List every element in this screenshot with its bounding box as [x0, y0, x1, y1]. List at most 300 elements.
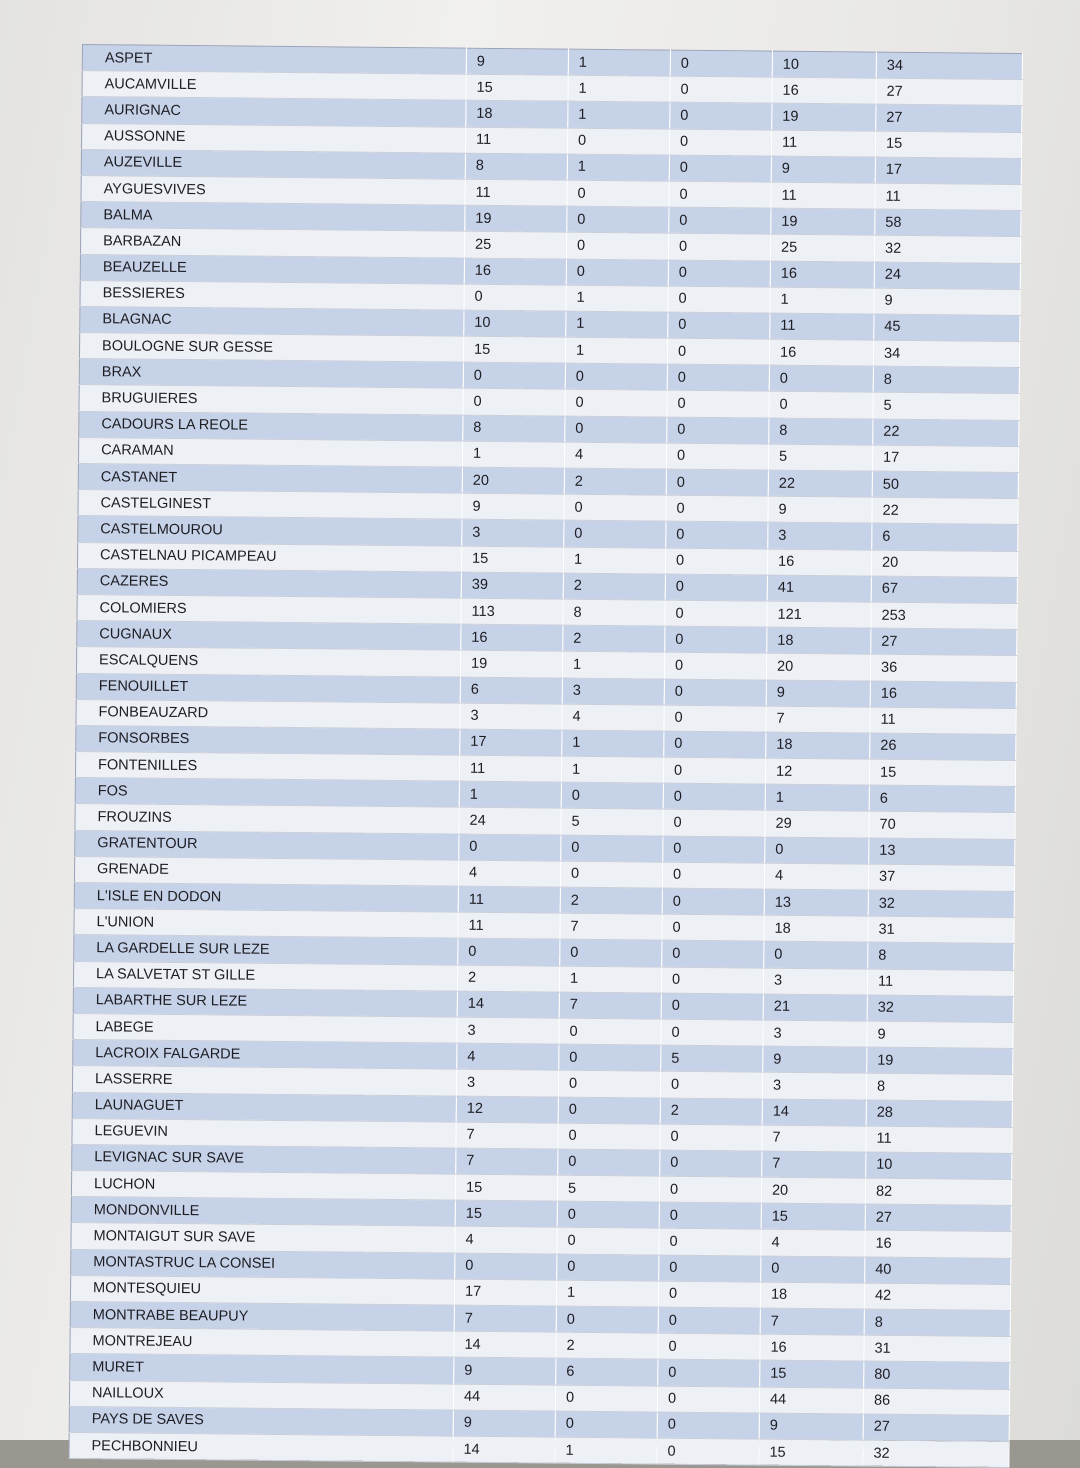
value-cell: 0	[659, 1176, 761, 1203]
value-cell: 17	[875, 157, 1021, 185]
value-cell: 0	[664, 731, 766, 758]
value-cell: 0	[662, 888, 764, 915]
value-cell: 8	[465, 153, 567, 180]
commune-name-cell: MONTAIGUT SUR SAVE	[71, 1223, 455, 1253]
value-cell: 8	[873, 366, 1019, 394]
value-cell: 0	[668, 260, 770, 287]
commune-name-cell: CASTELGINEST	[78, 490, 462, 520]
value-cell: 4	[564, 442, 666, 469]
commune-name-cell: CAZERES	[77, 568, 461, 598]
value-cell: 0	[667, 417, 769, 444]
value-cell: 0	[665, 600, 767, 627]
value-cell: 0	[669, 129, 771, 156]
value-cell: 16	[870, 681, 1016, 709]
value-cell: 0	[761, 1256, 865, 1283]
value-cell: 15	[875, 131, 1021, 159]
value-cell: 50	[872, 471, 1018, 499]
value-cell: 9	[453, 1410, 555, 1437]
value-cell: 1	[459, 781, 561, 808]
value-cell: 31	[868, 916, 1014, 944]
commune-name-cell: ESCALQUENS	[76, 647, 460, 677]
value-cell: 11	[465, 127, 567, 154]
value-cell: 15	[455, 1200, 557, 1227]
commune-name-cell: PAYS DE SAVES	[69, 1406, 453, 1436]
value-cell: 32	[874, 235, 1020, 263]
value-cell: 27	[871, 628, 1017, 656]
value-cell: 15	[760, 1360, 864, 1387]
value-cell: 0	[657, 1386, 759, 1413]
commune-name-cell: FONBEAUZARD	[76, 699, 460, 729]
value-cell: 0	[566, 259, 668, 286]
value-cell: 5	[768, 444, 872, 471]
value-cell: 0	[667, 338, 769, 365]
value-cell: 20	[871, 550, 1017, 578]
value-cell: 11	[875, 183, 1021, 211]
commune-name-cell: BEAUZELLE	[80, 254, 464, 284]
value-cell: 19	[772, 104, 876, 131]
value-cell: 1	[566, 285, 668, 312]
value-cell: 0	[669, 207, 771, 234]
value-cell: 25	[770, 234, 874, 261]
value-cell: 11	[465, 179, 567, 206]
value-cell: 44	[759, 1387, 863, 1414]
value-cell: 6	[869, 785, 1015, 813]
value-cell: 15	[466, 74, 568, 101]
value-cell: 34	[873, 340, 1019, 368]
value-cell: 0	[658, 1359, 760, 1386]
value-cell: 10	[464, 310, 566, 337]
commune-name-cell: LABEGE	[73, 1013, 457, 1043]
value-cell: 0	[670, 76, 772, 103]
value-cell: 0	[668, 286, 770, 313]
value-cell: 0	[665, 548, 767, 575]
commune-name-cell: FENOUILLET	[76, 673, 460, 703]
value-cell: 0	[564, 494, 666, 521]
commune-name-cell: CASTANET	[78, 463, 462, 493]
value-cell: 31	[864, 1335, 1010, 1363]
value-cell: 19	[867, 1047, 1013, 1075]
value-cell: 21	[763, 994, 867, 1021]
value-cell: 16	[770, 261, 874, 288]
value-cell: 0	[659, 1229, 761, 1256]
value-cell: 44	[453, 1384, 555, 1411]
value-cell: 5	[661, 1045, 763, 1072]
commune-name-cell: L'UNION	[74, 909, 458, 939]
value-cell: 11	[771, 130, 875, 157]
value-cell: 3	[762, 1072, 866, 1099]
value-cell: 0	[668, 233, 770, 260]
value-cell: 39	[461, 572, 563, 599]
value-cell: 0	[561, 835, 663, 862]
commune-name-cell: BARBAZAN	[80, 228, 464, 258]
value-cell: 9	[771, 156, 875, 183]
value-cell: 0	[557, 1228, 659, 1255]
value-cell: 58	[875, 209, 1021, 237]
value-cell: 11	[770, 313, 874, 340]
value-cell: 0	[657, 1412, 759, 1439]
value-cell: 0	[665, 574, 767, 601]
value-cell: 20	[766, 653, 870, 680]
commune-name-cell: AURIGNAC	[82, 97, 466, 127]
value-cell: 11	[867, 969, 1013, 997]
value-cell: 3	[562, 678, 664, 705]
value-cell: 7	[560, 913, 662, 940]
commune-name-cell: GRENADE	[74, 856, 458, 886]
value-cell: 11	[458, 912, 560, 939]
value-cell: 27	[865, 1204, 1011, 1232]
commune-name-cell: LABARTHE SUR LEZE	[73, 987, 457, 1017]
value-cell: 8	[463, 415, 565, 442]
value-cell: 0	[558, 1123, 660, 1150]
commune-name-cell: LA GARDELLE SUR LEZE	[74, 935, 458, 965]
value-cell: 0	[663, 810, 765, 837]
value-cell: 45	[874, 314, 1020, 342]
value-cell: 3	[763, 968, 867, 995]
value-cell: 8	[866, 1073, 1012, 1101]
value-cell: 32	[863, 1440, 1009, 1468]
value-cell: 15	[455, 1174, 557, 1201]
value-cell: 2	[563, 625, 665, 652]
value-cell: 9	[867, 1021, 1013, 1049]
value-cell: 18	[760, 1282, 864, 1309]
value-cell: 16	[464, 258, 566, 285]
commune-name-cell: MONTASTRUC LA CONSEI	[71, 1249, 455, 1279]
value-cell: 36	[870, 654, 1016, 682]
value-cell: 1	[462, 441, 564, 468]
value-cell: 26	[870, 733, 1016, 761]
value-cell: 20	[462, 467, 564, 494]
value-cell: 0	[559, 1044, 661, 1071]
value-cell: 0	[670, 103, 772, 130]
value-cell: 2	[556, 1332, 658, 1359]
value-cell: 4	[457, 1043, 559, 1070]
value-cell: 5	[557, 1175, 659, 1202]
value-cell: 0	[660, 1124, 762, 1151]
value-cell: 7	[762, 1151, 866, 1178]
commune-name-cell: MONTESQUIEU	[70, 1275, 454, 1305]
value-cell: 9	[466, 48, 568, 75]
commune-name-cell: AUZEVILLE	[81, 149, 465, 179]
value-cell: 0	[669, 155, 771, 182]
value-cell: 0	[557, 1254, 659, 1281]
value-cell: 0	[565, 416, 667, 443]
value-cell: 0	[659, 1255, 761, 1282]
value-cell: 0	[765, 837, 869, 864]
commune-name-cell: CASTELMOUROU	[78, 516, 462, 546]
printed-table-area	[68, 44, 1022, 1468]
value-cell: 16	[772, 77, 876, 104]
commune-name-cell: LASSERRE	[72, 1066, 456, 1096]
value-cell: 16	[769, 339, 873, 366]
value-cell: 1	[555, 1437, 657, 1464]
value-cell: 0	[769, 392, 873, 419]
commune-name-cell: FOS	[75, 778, 459, 808]
value-cell: 0	[659, 1202, 761, 1229]
value-cell: 24	[459, 808, 561, 835]
value-cell: 28	[866, 1100, 1012, 1128]
value-cell: 1	[562, 730, 664, 757]
commune-name-cell: NAILLOUX	[69, 1380, 453, 1410]
commune-name-cell: L'ISLE EN DODON	[74, 882, 458, 912]
value-cell: 1	[559, 966, 661, 993]
value-cell: 0	[567, 206, 669, 233]
commune-name-cell: AUSSONNE	[81, 123, 465, 153]
value-cell: 0	[558, 1070, 660, 1097]
value-cell: 80	[864, 1361, 1010, 1389]
value-cell: 17	[454, 1279, 556, 1306]
value-cell: 7	[760, 1308, 864, 1335]
value-cell: 7	[762, 1125, 866, 1152]
value-cell: 18	[766, 732, 870, 759]
value-cell: 3	[460, 703, 562, 730]
value-cell: 15	[463, 336, 565, 363]
value-cell: 0	[662, 914, 764, 941]
value-cell: 0	[664, 705, 766, 732]
value-cell: 5	[873, 393, 1019, 421]
value-cell: 0	[455, 1253, 557, 1280]
value-cell: 0	[567, 128, 669, 155]
value-cell: 1	[568, 75, 670, 102]
value-cell: 20	[761, 1177, 865, 1204]
value-cell: 0	[662, 862, 764, 889]
commune-name-cell: CUGNAUX	[77, 621, 461, 651]
value-cell: 82	[865, 1178, 1011, 1206]
commune-name-cell: MONTRABE BEAUPUY	[70, 1301, 454, 1331]
value-cell: 22	[872, 497, 1018, 525]
value-cell: 0	[555, 1385, 657, 1412]
value-cell: 2	[563, 573, 665, 600]
commune-name-cell: LAUNAGUET	[72, 1092, 456, 1122]
value-cell: 6	[872, 523, 1018, 551]
value-cell: 41	[767, 575, 871, 602]
value-cell: 0	[463, 389, 565, 416]
value-cell: 0	[558, 1097, 660, 1124]
commune-name-cell: BLAGNAC	[80, 306, 464, 336]
value-cell: 0	[565, 363, 667, 390]
value-cell: 0	[559, 1018, 661, 1045]
value-cell: 4	[764, 863, 868, 890]
value-cell: 1	[565, 337, 667, 364]
value-cell: 1	[561, 756, 663, 783]
value-cell: 14	[457, 991, 559, 1018]
value-cell: 9	[462, 493, 564, 520]
commune-name-cell: COLOMIERS	[77, 594, 461, 624]
value-cell: 32	[867, 995, 1013, 1023]
commune-name-cell: MONDONVILLE	[71, 1197, 455, 1227]
value-cell: 7	[454, 1305, 556, 1332]
value-cell: 7	[456, 1148, 558, 1175]
value-cell: 9	[454, 1358, 556, 1385]
value-cell: 0	[662, 940, 764, 967]
commune-name-cell: FONTENILLES	[75, 752, 459, 782]
value-cell: 0	[557, 1201, 659, 1228]
value-cell: 37	[868, 864, 1014, 892]
value-cell: 0	[664, 652, 766, 679]
value-cell: 121	[767, 601, 871, 628]
value-cell: 11	[458, 886, 560, 913]
value-cell: 11	[771, 182, 875, 209]
value-cell: 11	[870, 707, 1016, 735]
value-cell: 27	[876, 104, 1022, 132]
commune-name-cell: BALMA	[81, 202, 465, 232]
value-cell: 1	[770, 287, 874, 314]
value-cell: 0	[666, 495, 768, 522]
value-cell: 19	[465, 205, 567, 232]
value-cell: 113	[461, 598, 563, 625]
commune-name-cell: AYGUESVIVES	[81, 175, 465, 205]
value-cell: 27	[863, 1414, 1009, 1442]
value-cell: 19	[771, 208, 875, 235]
value-cell: 2	[660, 1098, 762, 1125]
value-cell: 0	[458, 939, 560, 966]
value-cell: 9	[766, 680, 870, 707]
commune-name-cell: LEVIGNAC SUR SAVE	[72, 1144, 456, 1174]
value-cell: 10	[772, 51, 876, 78]
commune-name-cell: BRAX	[79, 359, 463, 389]
value-cell: 40	[865, 1257, 1011, 1285]
value-cell: 1	[765, 784, 869, 811]
value-cell: 0	[661, 967, 763, 994]
commune-name-cell: PECHBONNIEU	[69, 1432, 453, 1462]
value-cell: 15	[869, 759, 1015, 787]
value-cell: 0	[658, 1281, 760, 1308]
value-cell: 67	[871, 576, 1017, 604]
value-cell: 0	[769, 365, 873, 392]
value-cell: 34	[876, 52, 1022, 80]
value-cell: 0	[661, 993, 763, 1020]
value-cell: 12	[456, 1096, 558, 1123]
value-cell: 6	[460, 677, 562, 704]
value-cell: 0	[663, 783, 765, 810]
value-cell: 9	[763, 1046, 867, 1073]
value-cell: 0	[666, 522, 768, 549]
value-cell: 0	[558, 1149, 660, 1176]
value-cell: 0	[663, 836, 765, 863]
commune-name-cell: BESSIERES	[80, 280, 464, 310]
value-cell: 0	[660, 1071, 762, 1098]
commune-name-cell: GRATENTOUR	[75, 830, 459, 860]
value-cell: 86	[863, 1388, 1009, 1416]
value-cell: 3	[456, 1069, 558, 1096]
value-cell: 7	[559, 992, 661, 1019]
value-cell: 16	[767, 549, 871, 576]
value-cell: 0	[665, 626, 767, 653]
value-cell: 0	[666, 469, 768, 496]
value-cell: 18	[767, 627, 871, 654]
value-cell: 2	[564, 468, 666, 495]
value-cell: 0	[564, 521, 666, 548]
value-cell: 0	[566, 232, 668, 259]
commune-name-cell: BRUGUIERES	[79, 385, 463, 415]
value-cell: 2	[457, 965, 559, 992]
value-cell: 0	[556, 1306, 658, 1333]
commune-name-cell: CARAMAN	[78, 437, 462, 467]
value-cell: 0	[567, 180, 669, 207]
value-cell: 16	[461, 624, 563, 651]
value-cell: 42	[864, 1283, 1010, 1311]
value-cell: 0	[664, 679, 766, 706]
value-cell: 24	[874, 262, 1020, 290]
value-cell: 9	[768, 496, 872, 523]
value-cell: 0	[459, 834, 561, 861]
value-cell: 0	[669, 181, 771, 208]
data-table	[68, 44, 1023, 1468]
value-cell: 3	[462, 520, 564, 547]
value-cell: 5	[561, 809, 663, 836]
value-cell: 9	[874, 288, 1020, 316]
value-cell: 14	[454, 1331, 556, 1358]
value-cell: 18	[466, 101, 568, 128]
value-cell: 32	[868, 890, 1014, 918]
value-cell: 0	[667, 391, 769, 418]
value-cell: 8	[769, 418, 873, 445]
commune-name-cell: LACROIX FALGARDE	[73, 1040, 457, 1070]
value-cell: 2	[560, 887, 662, 914]
value-cell: 22	[873, 419, 1019, 447]
commune-name-cell: FONSORBES	[76, 725, 460, 755]
value-cell: 0	[658, 1333, 760, 1360]
value-cell: 0	[667, 364, 769, 391]
value-cell: 1	[568, 102, 670, 129]
value-cell: 0	[666, 443, 768, 470]
value-cell: 0	[565, 390, 667, 417]
value-cell: 1	[563, 547, 665, 574]
commune-name-cell: CASTELNAU PICAMPEAU	[77, 542, 461, 572]
value-cell: 0	[658, 1307, 760, 1334]
value-cell: 0	[663, 757, 765, 784]
value-cell: 16	[865, 1231, 1011, 1259]
value-cell: 16	[760, 1334, 864, 1361]
value-cell: 7	[766, 706, 870, 733]
value-cell: 17	[872, 445, 1018, 473]
commune-name-cell: FROUZINS	[75, 804, 459, 834]
value-cell: 0	[560, 940, 662, 967]
value-cell: 4	[458, 860, 560, 887]
value-cell: 70	[869, 812, 1015, 840]
value-cell: 13	[764, 889, 868, 916]
commune-name-cell: CADOURS LA REOLE	[79, 411, 463, 441]
value-cell: 0	[463, 362, 565, 389]
value-cell: 1	[566, 311, 668, 338]
value-cell: 8	[563, 599, 665, 626]
commune-name-cell: LUCHON	[71, 1171, 455, 1201]
value-cell: 0	[764, 941, 868, 968]
value-cell: 9	[759, 1413, 863, 1440]
value-cell: 3	[768, 522, 872, 549]
value-cell: 4	[455, 1227, 557, 1254]
commune-name-cell: BOULOGNE SUR GESSE	[79, 333, 463, 363]
value-cell: 1	[567, 154, 669, 181]
commune-name-cell: MONTREJEAU	[70, 1328, 454, 1358]
value-cell: 27	[876, 78, 1022, 106]
commune-name-cell: LEGUEVIN	[72, 1118, 456, 1148]
commune-name-cell: AUCAMVILLE	[82, 71, 466, 101]
value-cell: 1	[562, 651, 664, 678]
value-cell: 0	[560, 861, 662, 888]
value-cell: 0	[464, 284, 566, 311]
value-cell: 0	[555, 1411, 657, 1438]
value-cell: 17	[460, 729, 562, 756]
value-cell: 4	[761, 1230, 865, 1257]
value-cell: 22	[768, 470, 872, 497]
value-cell: 14	[453, 1436, 555, 1463]
commune-name-cell: LA SALVETAT ST GILLE	[73, 961, 457, 991]
value-cell: 15	[461, 546, 563, 573]
commune-name-cell: MURET	[70, 1354, 454, 1384]
value-cell: 0	[668, 312, 770, 339]
value-cell: 0	[661, 1019, 763, 1046]
table-body	[69, 45, 1023, 1468]
